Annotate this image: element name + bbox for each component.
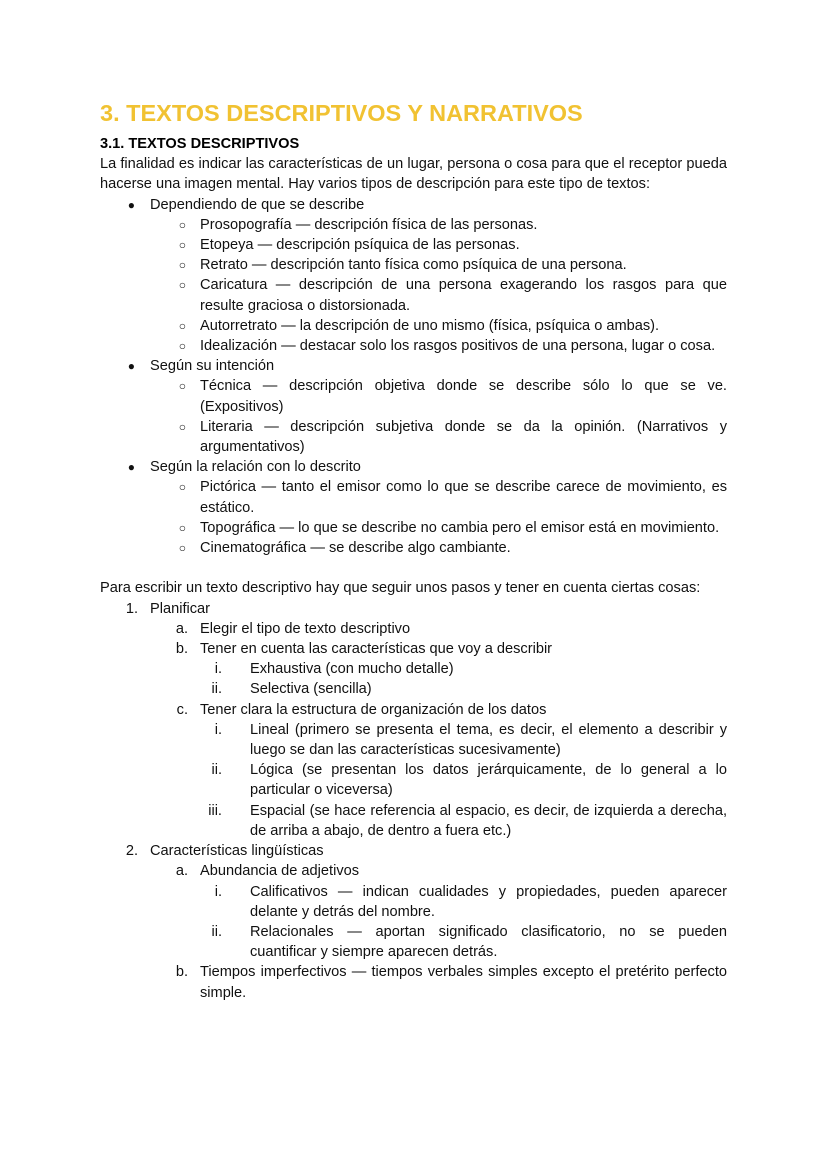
list-item-text: Literaria — descripción subjetiva donde se da la opinión. (Narrativos y argumentativos) xyxy=(200,418,727,456)
list-marker: i. xyxy=(214,883,222,900)
list-item-text: Selectiva (sencilla) xyxy=(250,681,372,698)
bullet-icon: ● xyxy=(127,197,135,212)
list-item-level-2 xyxy=(100,235,727,255)
circle-bullet-icon: ○ xyxy=(178,278,186,293)
list-marker: b. xyxy=(175,641,188,658)
writing-steps-list xyxy=(100,599,727,1003)
list-marker: c. xyxy=(176,701,188,718)
document-page xyxy=(100,98,727,1003)
description-types-list xyxy=(100,195,727,559)
list-item-level-2 xyxy=(100,477,727,517)
list-item-text: Características lingüísticas xyxy=(150,843,324,860)
circle-bullet-icon: ○ xyxy=(178,217,186,232)
steps-intro-paragraph: Para escribir un texto descriptivo hay que seguir unos pasos y tener en cuenta ciertas cosas: xyxy=(100,580,701,597)
list-item-level-2 xyxy=(100,538,727,558)
list-item-text: Topográfica — lo que se describe no cambia pero el emisor está en movimiento. xyxy=(200,519,720,536)
list-item-level-2 xyxy=(100,215,727,235)
list-item-text: Según su intención xyxy=(150,358,275,375)
list-item-level-2 xyxy=(100,417,727,457)
section-heading: 3.1. TEXTOS DESCRIPTIVOS xyxy=(100,136,300,152)
list-item-level-2 xyxy=(100,700,727,841)
list-item-text: Calificativos — indican cualidades y propiedades, pueden aparecer delante y detrás del nombre. xyxy=(250,883,727,920)
list-item-level-2 xyxy=(100,316,727,336)
sub-list xyxy=(100,376,727,457)
list-item-text: Autorretrato — la descripción de uno mismo (física, psíquica o ambas). xyxy=(200,317,660,334)
list-item-level-3 xyxy=(100,679,727,699)
list-item-level-2 xyxy=(100,962,727,1002)
list-item-text: Tiempos imperfectivos — tiempos verbales simples excepto el pretérito perfecto simple. xyxy=(200,964,727,1001)
list-item-text: Caricatura — descripción de una persona exagerando los rasgos para que resulte graciosa o distorsionada. xyxy=(200,277,727,314)
list-item-level-2 xyxy=(100,518,727,538)
circle-bullet-icon: ○ xyxy=(178,379,186,394)
list-item-text: Planificar xyxy=(150,600,211,617)
list-item-level-1 xyxy=(100,356,727,457)
chapter-title: 3. TEXTOS DESCRIPTIVOS Y NARRATIVOS xyxy=(100,100,583,126)
list-item-level-2 xyxy=(100,619,727,639)
list-item-text: Elegir el tipo de texto descriptivo xyxy=(200,620,411,637)
list-item-level-2 xyxy=(100,639,727,700)
list-marker: ii. xyxy=(211,681,222,698)
list-item-level-2 xyxy=(100,336,727,356)
list-item-level-3 xyxy=(100,659,727,679)
circle-bullet-icon: ○ xyxy=(178,419,186,434)
list-item-text: Según la relación con lo descrito xyxy=(150,459,361,476)
list-item-text: Tener clara la estructura de organización de los datos xyxy=(200,701,547,718)
sub-list xyxy=(100,861,727,1002)
list-marker: b. xyxy=(175,964,188,981)
list-item-level-1 xyxy=(100,841,727,1003)
list-item-level-1 xyxy=(100,599,727,841)
intro-paragraph: La finalidad es indicar las características de un lugar, persona o cosa para que el receptor pueda hacerse una imagen mental. Hay varios tipos de descripción para este tipo de textos: xyxy=(100,156,727,193)
list-item-text: Retrato — descripción tanto física como psíquica de una persona. xyxy=(200,257,627,274)
list-item-text: Tener en cuenta las características que voy a describir xyxy=(200,641,553,658)
list-item-text: Pictórica — tanto el emisor como lo que se describe carece de movimiento, es estático. xyxy=(200,479,727,516)
circle-bullet-icon: ○ xyxy=(178,541,186,556)
list-item-level-2 xyxy=(100,275,727,315)
circle-bullet-icon: ○ xyxy=(178,258,186,273)
list-item-level-3 xyxy=(100,801,727,841)
list-item-text: Lógica (se presentan los datos jerárquicamente, de lo general a lo particular o viceversa) xyxy=(250,762,727,799)
list-item-level-1 xyxy=(100,457,727,558)
sub-list xyxy=(100,477,727,558)
list-marker: ii. xyxy=(211,762,222,779)
bullet-icon: ● xyxy=(127,460,135,475)
list-marker: i. xyxy=(214,661,222,678)
list-item-level-3 xyxy=(100,882,727,922)
list-marker: ii. xyxy=(211,923,222,940)
list-item-text: Abundancia de adjetivos xyxy=(200,863,360,880)
circle-bullet-icon: ○ xyxy=(178,318,186,333)
sub-list xyxy=(100,882,727,963)
list-item-text: Espacial (se hace referencia al espacio, es decir, de izquierda a derecha, de arriba a abajo, de dentro a fuera etc.) xyxy=(250,802,727,839)
list-item-level-2 xyxy=(100,861,727,962)
list-marker: a. xyxy=(175,620,188,637)
list-marker: iii. xyxy=(208,802,222,819)
list-item-level-3 xyxy=(100,720,727,760)
sub-list xyxy=(100,619,727,841)
list-item-text: Prosopografía — descripción física de las personas. xyxy=(200,216,538,233)
circle-bullet-icon: ○ xyxy=(178,480,186,495)
list-item-level-1 xyxy=(100,195,727,357)
circle-bullet-icon: ○ xyxy=(178,238,186,253)
list-marker: a. xyxy=(175,863,188,880)
sub-list xyxy=(100,215,727,356)
list-item-text: Idealización — destacar solo los rasgos positivos de una persona, lugar o cosa. xyxy=(200,338,716,355)
list-item-level-2 xyxy=(100,376,727,416)
circle-bullet-icon: ○ xyxy=(178,339,186,354)
list-marker: i. xyxy=(214,721,222,738)
list-marker: 1. xyxy=(125,600,138,617)
list-item-text: Dependiendo de que se describe xyxy=(150,196,365,213)
list-item-text: Etopeya — descripción psíquica de las personas. xyxy=(200,237,520,254)
list-item-level-3 xyxy=(100,922,727,962)
list-item-text: Exhaustiva (con mucho detalle) xyxy=(250,661,454,678)
list-item-text: Lineal (primero se presenta el tema, es decir, el elemento a describir y luego se dan las características sucesivamente) xyxy=(250,721,727,759)
sub-list xyxy=(100,720,727,841)
list-item-text: Técnica — descripción objetiva donde se describe sólo lo que se ve. (Expositivos) xyxy=(200,378,727,415)
circle-bullet-icon: ○ xyxy=(178,520,186,535)
list-marker: 2. xyxy=(125,843,138,860)
blank-line xyxy=(100,558,727,578)
bullet-icon: ● xyxy=(127,359,135,374)
sub-list xyxy=(100,659,727,699)
list-item-level-3 xyxy=(100,760,727,800)
list-item-text: Cinematográfica — se describe algo cambiante. xyxy=(200,540,511,557)
list-item-level-2 xyxy=(100,255,727,275)
list-item-text: Relacionales — aportan significado clasificatorio, no se pueden cuantificar y siempre aparecen detrás. xyxy=(250,923,727,961)
